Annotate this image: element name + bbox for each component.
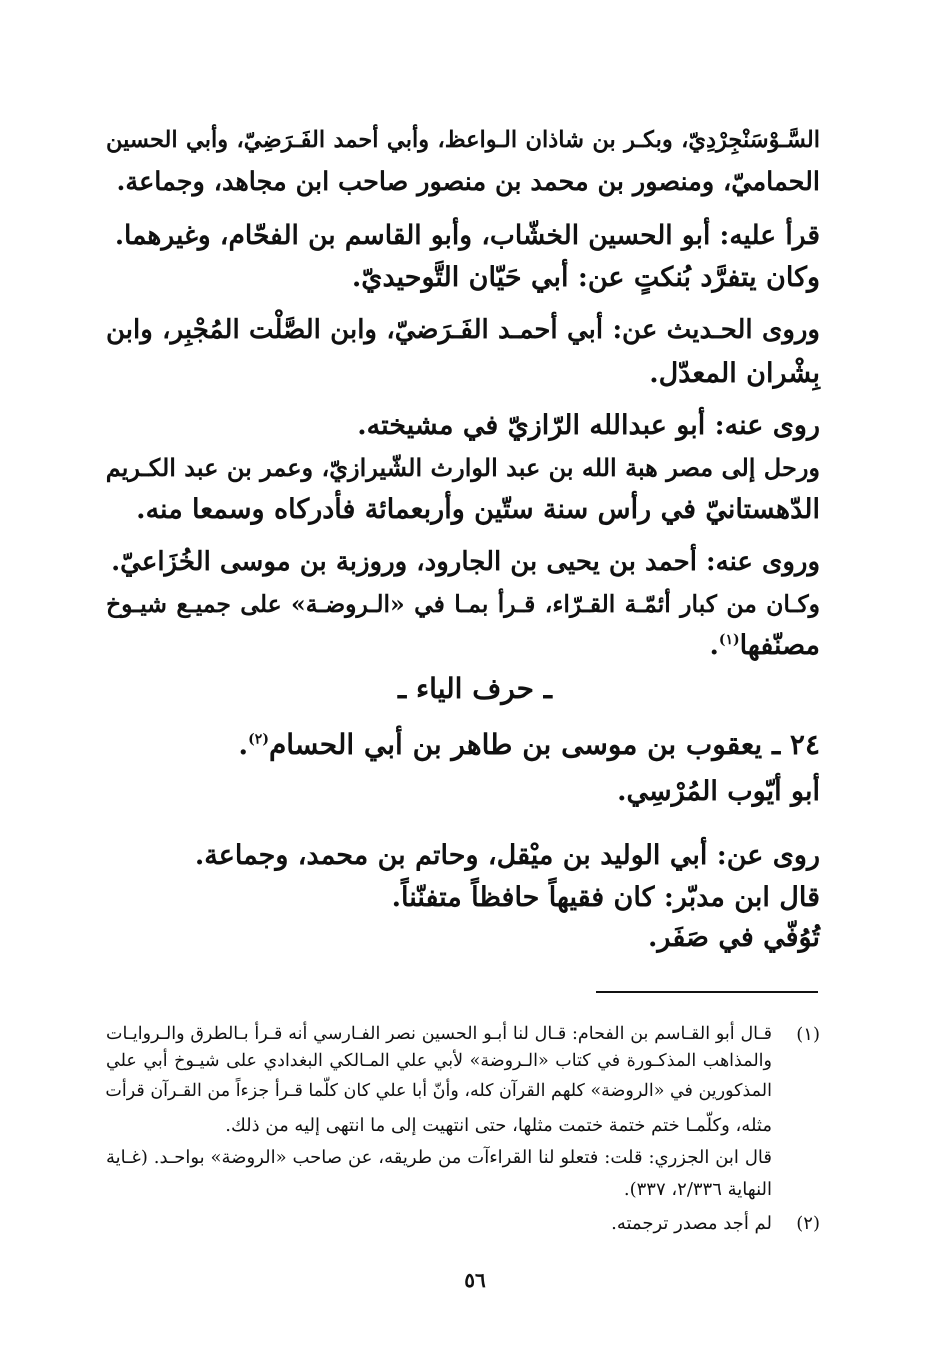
- body-line: وكان يتفرَّد بُنكتٍ عن: أبي حَيّان التَّوحيديّ.: [351, 262, 820, 293]
- body-line: الحماميّ، ومنصور بن محمد بن منصور صاحب ابن مجاهد، وجماعة.: [116, 167, 820, 197]
- body-line: الدّهستانيّ في رأس سنة ستّين وأربعمائة فأدركاه وسمعا منه.: [136, 494, 820, 525]
- footnote-number: (١): [796, 1024, 820, 1045]
- footnote-divider: [596, 991, 818, 993]
- body-line: وكـان من كبار أئمّـة القـرّاء، قـرأ بمـا في «الـروضـة» على جميـع شيـوخ: [106, 590, 820, 618]
- body-line: وروى عنه: أحمد بن يحيى بن الجارود، وروزبة بن موسى الخُزَاعيّ.: [111, 547, 820, 577]
- entry-kunya: أبو أيّوب المُرْسِي.: [617, 776, 820, 807]
- page-number: ٥٦: [464, 1268, 486, 1292]
- body-line: [106, 624, 820, 668]
- body-line: بِشْران المعدّل.: [649, 358, 820, 389]
- entry-line: روى عن: أبي الوليد بن ميْقل، وحاتم بن محمد، وجماعة.: [194, 840, 820, 871]
- footnote-line: قال ابن الجزري: قلت: فتعلو لنا القراءآت من طريقه، عن صاحب «الروضة» بواحـد. (غـاية: [106, 1147, 772, 1168]
- entry-line: تُوُفّي في صَفَر.: [648, 922, 820, 953]
- body-text: .: [709, 630, 719, 661]
- footnote-ref: (١): [718, 632, 740, 648]
- body-line: ورحل إلى مصر هبة الله بن عبد الوارث الشّيرازيّ، وعمر بن عبد الكـريم: [105, 453, 820, 482]
- entry-title: [238, 728, 820, 761]
- body-line: السَّـوْسَنْجِرْدِيّ، وبكـر بن شاذان الـواعظ، وأبي أحمد الفَـرَضِيّ، وأبي الحسين: [106, 127, 820, 153]
- footnote-line: مثله، وكلّمـا ختم ختمة ختمت مثلها، حتى انتهيت إلى ما انتهى إليه من ذلك.: [225, 1115, 772, 1136]
- footnote-ref: (٢): [248, 731, 269, 748]
- body-text: مصنّفها: [739, 630, 820, 661]
- footnote-line: قـال أبو القـاسم بن الفحام: قـال لنا أبـو الحسين نصر الفـارسي أنه قـرأ بـالطرق والـروايـات: [106, 1024, 772, 1044]
- footnote-line: والمذاهب المذكـورة في كتاب «الـروضة» لأبي علي المـالكي البغدادي على شيـوخ أبي علي: [106, 1051, 772, 1071]
- footnote-line: المذكورين في «الروضة» كلهم القرآن كله، وأنّ أبا علي كان كلّما قـرأ جزءاً من القـرآن قرأت: [105, 1081, 772, 1101]
- body-line: وروى الحـديث عن: أبي أحمـد الفَـرَضيّ، وابن الصَّلْت المُجْبِر، وابن: [106, 315, 820, 345]
- body-line: قرأ عليه: أبو الحسين الخشّاب، وأبو القاسم بن الفحّام، وغيرهما.: [114, 220, 820, 251]
- entry-line: قال ابن مدبّر: كان فقيهاً حافظاً متفنّناً.: [391, 882, 820, 913]
- body-line: روى عنه: أبو عبدالله الرّازيّ في مشيخته.: [357, 410, 820, 441]
- entry-title-end: .: [238, 728, 249, 761]
- footnote-line: لم أجد مصدر ترجمته.: [611, 1213, 772, 1234]
- section-heading: ـ حرف الياء ـ: [398, 672, 552, 705]
- entry-title-text: ٢٤ ـ يعقوب بن موسى بن طاهر بن أبي الحسام: [268, 728, 820, 761]
- footnote-line: النهاية ٢/٣٣٦، ٣٣٧).: [623, 1179, 772, 1200]
- footnote-number: (٢): [796, 1213, 820, 1234]
